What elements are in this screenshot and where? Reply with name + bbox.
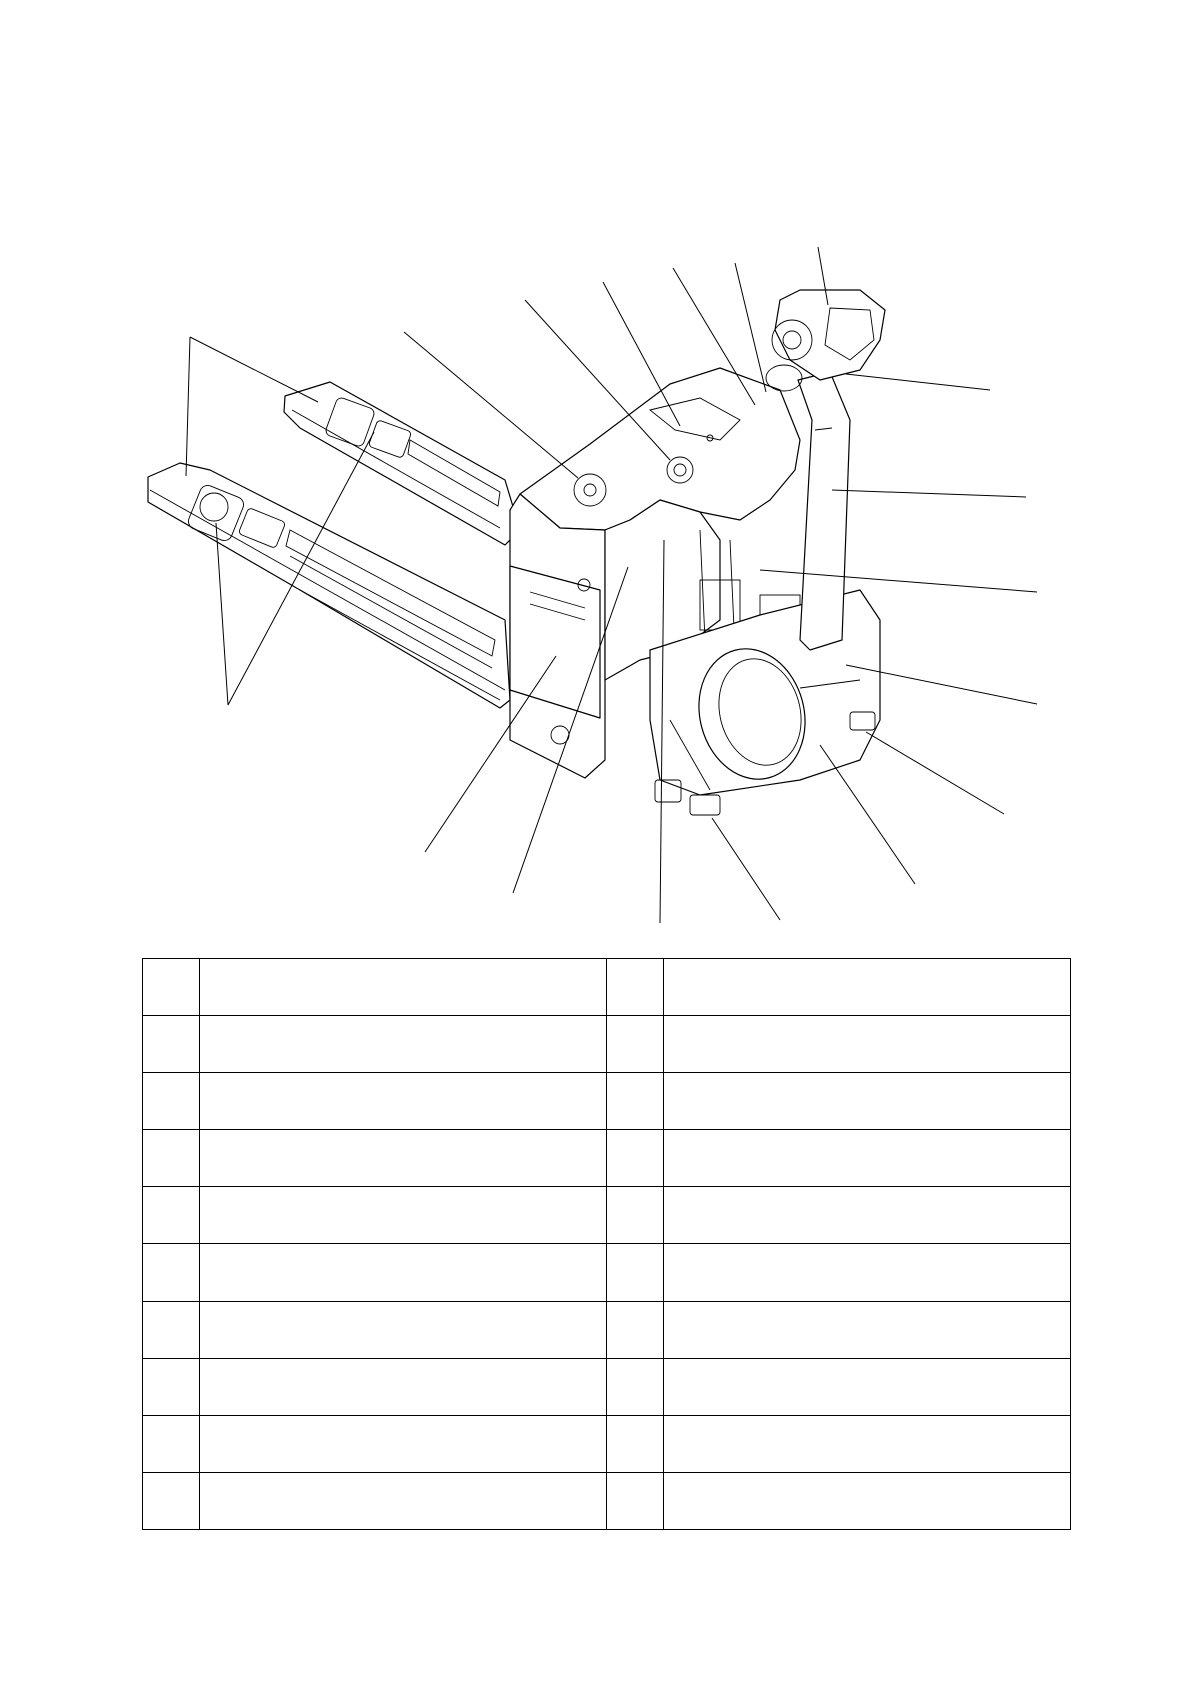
table-row (143, 1130, 1071, 1187)
leader-12 (866, 732, 1004, 814)
item-number-cell (143, 1415, 200, 1472)
table-row (143, 1073, 1071, 1130)
leader-8 (846, 374, 990, 390)
item-description-cell (200, 1358, 607, 1415)
item-number-cell (607, 1187, 664, 1244)
item-number-cell (607, 1358, 664, 1415)
table-row (143, 1358, 1071, 1415)
rear-fork (284, 382, 520, 545)
item-number-cell (607, 1244, 664, 1301)
leader-9 (832, 490, 1026, 497)
item-description-cell (664, 1472, 1071, 1529)
table-row (143, 1187, 1071, 1244)
item-number-cell (143, 1016, 200, 1073)
leader-1b (190, 337, 318, 402)
leader-13 (820, 745, 915, 884)
leader-14 (712, 818, 780, 920)
item-number-cell (143, 1301, 200, 1358)
table-row (143, 1301, 1071, 1358)
table-row (143, 959, 1071, 1016)
item-description-cell (200, 1016, 607, 1073)
leader-6 (735, 263, 766, 392)
item-description-cell (664, 1187, 1071, 1244)
item-description-cell (664, 1073, 1071, 1130)
item-description-cell (664, 1415, 1071, 1472)
item-description-cell (200, 1415, 607, 1472)
leader-1 (186, 337, 190, 476)
item-description-cell (664, 1130, 1071, 1187)
item-description-cell (664, 1244, 1071, 1301)
item-description-cell (664, 1301, 1071, 1358)
item-description-cell (200, 1472, 607, 1529)
item-number-cell (143, 1244, 200, 1301)
item-number-cell (607, 1415, 664, 1472)
item-description-cell (200, 1187, 607, 1244)
item-description-cell (200, 959, 607, 1016)
item-number-cell (607, 1472, 664, 1529)
leader-18a (216, 523, 228, 705)
item-description-cell (664, 1358, 1071, 1415)
item-number-cell (607, 1130, 664, 1187)
item-number-cell (607, 959, 664, 1016)
item-description-cell (664, 1016, 1071, 1073)
item-description-cell (200, 1130, 607, 1187)
table-row (143, 1415, 1071, 1472)
parts-legend-table (142, 958, 1071, 1530)
table-row (143, 1472, 1071, 1529)
item-number-cell (143, 1358, 200, 1415)
table-row (143, 1016, 1071, 1073)
item-number-cell (143, 1472, 200, 1529)
leader-4 (603, 282, 680, 426)
item-description-cell (664, 959, 1071, 1016)
item-description-cell (200, 1073, 607, 1130)
table-row (143, 1244, 1071, 1301)
item-number-cell (607, 1016, 664, 1073)
item-description-cell (200, 1301, 607, 1358)
item-number-cell (607, 1073, 664, 1130)
item-number-cell (143, 1130, 200, 1187)
item-number-cell (143, 959, 200, 1016)
item-number-cell (607, 1301, 664, 1358)
leader-3 (525, 300, 670, 460)
item-number-cell (143, 1073, 200, 1130)
item-description-cell (200, 1244, 607, 1301)
leader-10 (760, 570, 1037, 592)
item-number-cell (143, 1187, 200, 1244)
